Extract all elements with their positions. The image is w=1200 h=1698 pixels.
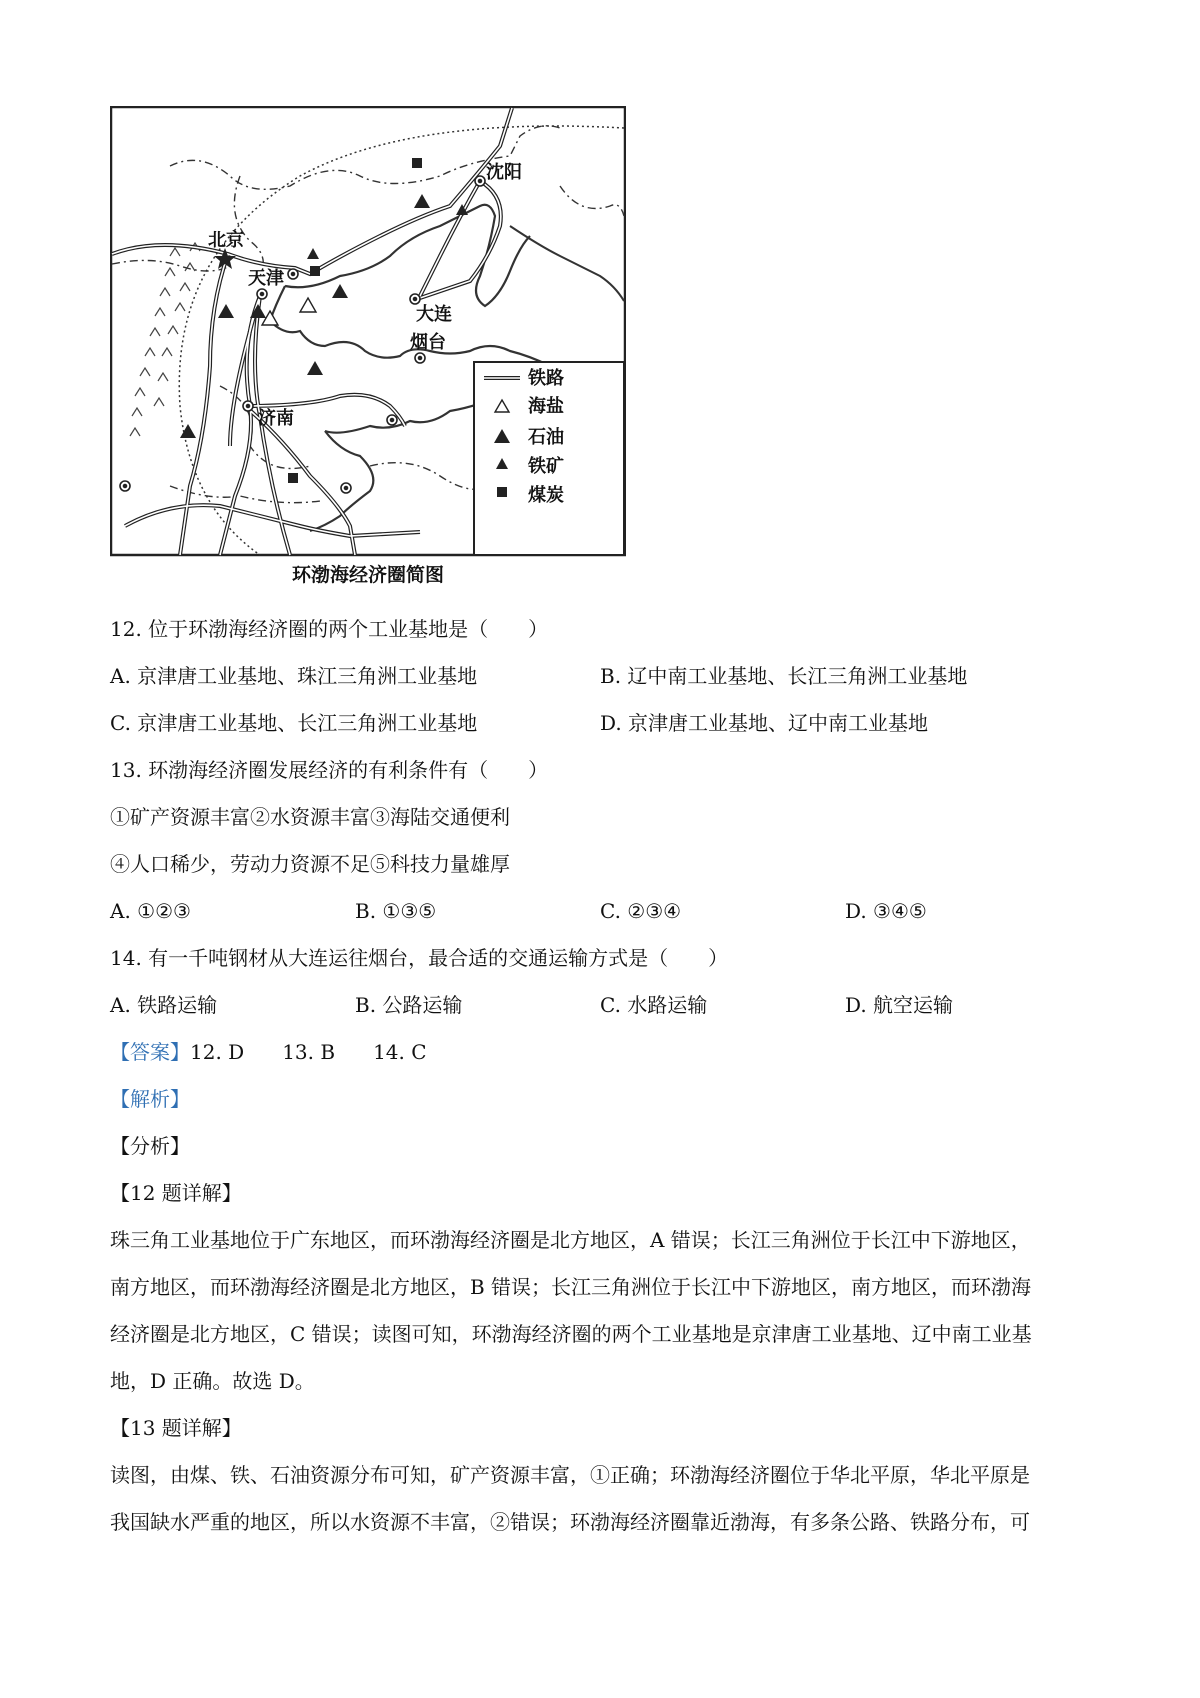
q13-option-b: B. ①③⑤	[355, 899, 437, 923]
q13-option-a: A. ①②③	[110, 899, 191, 923]
fenxi-label: 【分析】	[110, 1134, 190, 1158]
q12-option-a: A. 京津唐工业基地、珠江三角洲工业基地	[110, 664, 478, 688]
city-label-jinan: 济南	[258, 408, 294, 429]
city-label-dalian: 大连	[416, 304, 452, 325]
q13-option-c: C. ②③④	[600, 899, 682, 923]
q14-option-b: B. 公路运输	[355, 993, 463, 1017]
legend-label: 铁路	[528, 368, 564, 389]
q13-stem: 13. 环渤海经济圈发展经济的有利条件有（ ）	[110, 758, 549, 782]
q12-option-b: B. 辽中南工业基地、长江三角洲工业基地	[600, 664, 968, 688]
q14-options	[110, 982, 1100, 1029]
city-label-shenyang: 沈阳	[486, 162, 522, 183]
bohai-economic-circle-map	[110, 106, 626, 594]
question-content	[110, 606, 1100, 1546]
q14-option-c: C. 水路运输	[600, 993, 708, 1017]
answer-label: 【答案】	[110, 1040, 190, 1064]
analysis-label: 【解析】	[110, 1087, 190, 1111]
q13-options	[110, 888, 1100, 935]
q12-stem: 12. 位于环渤海经济圈的两个工业基地是（ ）	[110, 617, 549, 641]
coal-icon	[497, 487, 507, 497]
legend-label: 煤炭	[528, 485, 564, 506]
detail-12-line: 地，D 正确。故选 D。	[110, 1369, 315, 1393]
q13-option-d: D. ③④⑤	[845, 899, 927, 923]
detail-12-line: 珠三角工业基地位于广东地区，而环渤海经济圈是北方地区，A 错误；长江三角洲位于长江中下游地区，	[110, 1228, 1031, 1252]
q13-statements-1: ①矿产资源丰富②水资源丰富③海陆交通便利	[110, 805, 510, 829]
answer-13: 13. B	[282, 1040, 336, 1064]
detail-13-title: 【13 题详解】	[110, 1416, 242, 1440]
legend-label: 海盐	[528, 396, 564, 417]
detail-12-line: 南方地区，而环渤海经济圈是北方地区，B 错误；长江三角洲位于长江中下游地区，南方地区，而环渤海	[110, 1275, 1032, 1299]
city-label-yantai: 烟台	[410, 332, 446, 353]
q13-statements-2: ④人口稀少，劳动力资源不足⑤科技力量雄厚	[110, 852, 510, 876]
q12-option-c: C. 京津唐工业基地、长江三角洲工业基地	[110, 711, 478, 735]
city-label-tianjin: 天津	[248, 268, 284, 289]
detail-12-title: 【12 题详解】	[110, 1181, 242, 1205]
city-label-beijing: 北京	[208, 230, 244, 251]
map-legend	[474, 362, 624, 555]
detail-13-line: 我国缺水严重的地区，所以水资源不丰富，②错误；环渤海经济圈靠近渤海，有多条公路、铁路分布，可	[110, 1510, 1030, 1534]
q12-options-row2	[110, 700, 1100, 747]
q12-option-d: D. 京津唐工业基地、辽中南工业基地	[600, 711, 929, 735]
q14-option-a: A. 铁路运输	[110, 993, 218, 1017]
detail-13-line: 读图，由煤、铁、石油资源分布可知，矿产资源丰富，①正确；环渤海经济圈位于华北平原，华北平原是	[110, 1463, 1030, 1487]
q12-options-row1	[110, 653, 1100, 700]
answer-row	[110, 1029, 1100, 1076]
answer-12: 12. D	[190, 1040, 245, 1064]
q14-stem: 14. 有一千吨钢材从大连运往烟台，最合适的交通运输方式是（ ）	[110, 946, 729, 970]
legend-label: 铁矿	[528, 456, 564, 477]
legend-label: 石油	[528, 427, 564, 448]
q14-option-d: D. 航空运输	[845, 993, 954, 1017]
map-caption: 环渤海经济圈简图	[291, 564, 444, 586]
detail-12-line: 经济圈是北方地区，C 错误；读图可知，环渤海经济圈的两个工业基地是京津唐工业基地、辽中南工业基	[110, 1322, 1032, 1346]
answer-14: 14. C	[373, 1040, 427, 1064]
